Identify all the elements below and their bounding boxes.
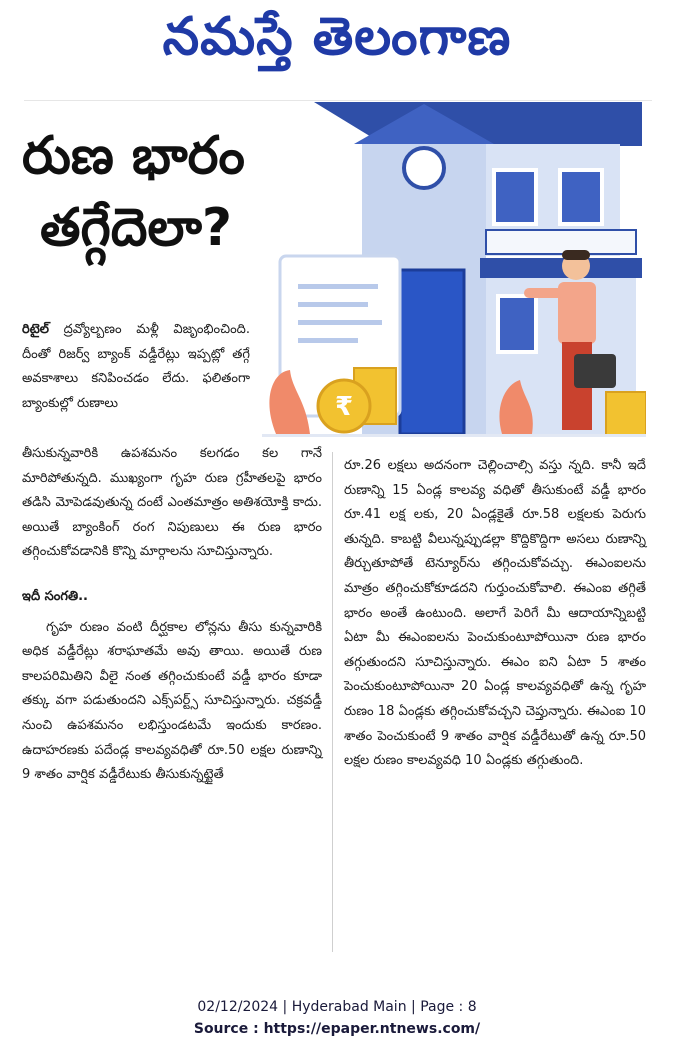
page-footer	[0, 996, 674, 1040]
lead-word: రిటైల్	[22, 322, 49, 337]
document-line	[298, 320, 382, 325]
intro-column-top	[22, 318, 250, 416]
body-text-right: రూ.26 లక్షలు అదనంగా చెల్లించాల్సి వస్తు న్నది. కానీ ఇదే రుణాన్ని 15 ఏండ్ల కాలవ్య వధితో తీసుకుంటే వడ్డీ భారం రూ.41 లక్ష లకు, 20 ఏండ్లకైతే రూ.58 లక్షలకు పెరుగు తున్నది. కాబట్టి వీలున్నప్పుడల్లా కొద్దికొద్దిగా అసలు రుణాన్ని తీర్చుతూపోతే టెన్యూర్‌ను తగ్గించుకోవచ్చు. ఈఎంఐలను మాత్రం తగ్గించుకోకూడదని గుర్తుంచుకోవాలి. ఈఎంఐ తగ్గితే భారం అంతే ఉంటుంది. అలాగే పెరిగే మీ ఆదాయాన్నిబట్టి ఏటా మీ ఈఎంఐలను పెంచుకుంటూపోయినా రుణ భారం తగ్గుతుందని సూచిస్తున్నారు. ఈఎం ఐని ఏటా 5 శాతం పెంచుకుంటూపోయినా 20 ఏండ్ల కాలవ్యవధితో ఉన్న గృహ రుణం 18 ఏండ్లకు తగ్గించుకోవచ్చని చెప్తున్నారు. ఈఎంఐ 10 శాతం పెంచుకుంటే 9 శాతం వార్షిక వడ్డీరేటుతో ఉన్న రూ.50 లక్షల రుణం కాలవ్యవధి 10 ఏండ్లకు తగ్గుతుంది.	[344, 458, 646, 769]
intro-text-top: ద్రవ్యోల్బణం మళ్లీ విజృంభించింది. దీంతో రిజర్వ్ బ్యాంక్ వడ్డీరేట్లు ఇప్పట్లో తగ్గే అవకాశాలు కనిపించడం లేదు. ఫలితంగా బ్యాంకుల్లో రుణాలు	[22, 322, 250, 411]
document-line	[298, 284, 378, 289]
man-hair	[562, 250, 590, 260]
porch-roof	[480, 258, 642, 278]
body-column-left	[22, 442, 322, 788]
document-line	[298, 302, 368, 307]
body-text-left: గృహ రుణం వంటి దీర్ఘకాల లోన్లను తీసు కున్నవారికి అధిక వడ్డీరేట్లు శరాఘాతమే అవు తాయి. అయితే రుణ కాలపరిమితిని వీలై నంత తగ్గించుకుంటే వడ్డీ భారం కూడా తక్కు వగా పడుతుందని ఎక్స్‌పర్ట్స్ సూచిస్తున్నారు. చక్రవడ్డీ నుంచి ఉపశమనం లభిస్తుండటమే ఇందుకు కారణం. ఉదాహరణకు పదేండ్ల కాలవ్యవధితో రూ.50 లక్షల రుణాన్ని 9 శాతం వార్షిక వడ్డీరేటుకు తీసుకున్నట్టైతే	[22, 619, 322, 783]
body-column-right	[344, 454, 646, 774]
upper-window-2	[560, 170, 602, 224]
front-door	[400, 270, 464, 434]
briefcase	[574, 354, 616, 388]
source-link[interactable]: Source : https://epaper.ntnews.com/	[193, 1021, 481, 1037]
balcony	[486, 230, 636, 254]
house-illustration	[262, 100, 646, 445]
rupee-icon: ₹	[334, 392, 354, 422]
coin-stack-right	[606, 392, 646, 436]
headline-line-2: తగ్గేదెలా?	[40, 198, 233, 258]
lower-window	[498, 296, 536, 352]
intro-text-rest: తీసుకున్నవారికి ఉపశమనం కలగడం కల గానే మారిపోతున్నది. ముఖ్యంగా గృహ రుణ గ్రహీతలపై భారం తడిసి మోపెడవుతున్న దంటే ఎంతమాత్రం అతిశయోక్తి కాదు. అయితే బ్యాంకింగ్ రంగ నిపుణులు ఈ రుణ భారం తగ్గించుకోవడానికి కొన్ని మార్గాలను సూచిస్తున్నారు.	[22, 446, 322, 560]
ground-line	[262, 434, 646, 437]
document-line	[298, 338, 358, 343]
article-subhead: ఇదీ సంగతి..	[22, 588, 88, 604]
newspaper-logo: నమస్తే తెలంగాణ	[162, 7, 512, 67]
upper-window-1	[494, 170, 536, 224]
man-arm	[524, 288, 564, 298]
headline-line-1: రుణ భారం	[22, 126, 245, 186]
column-divider	[332, 452, 333, 952]
dateline: 02/12/2024 | Hyderabad Main | Page : 8	[197, 999, 477, 1015]
round-window	[404, 148, 444, 188]
masthead	[0, 0, 674, 80]
